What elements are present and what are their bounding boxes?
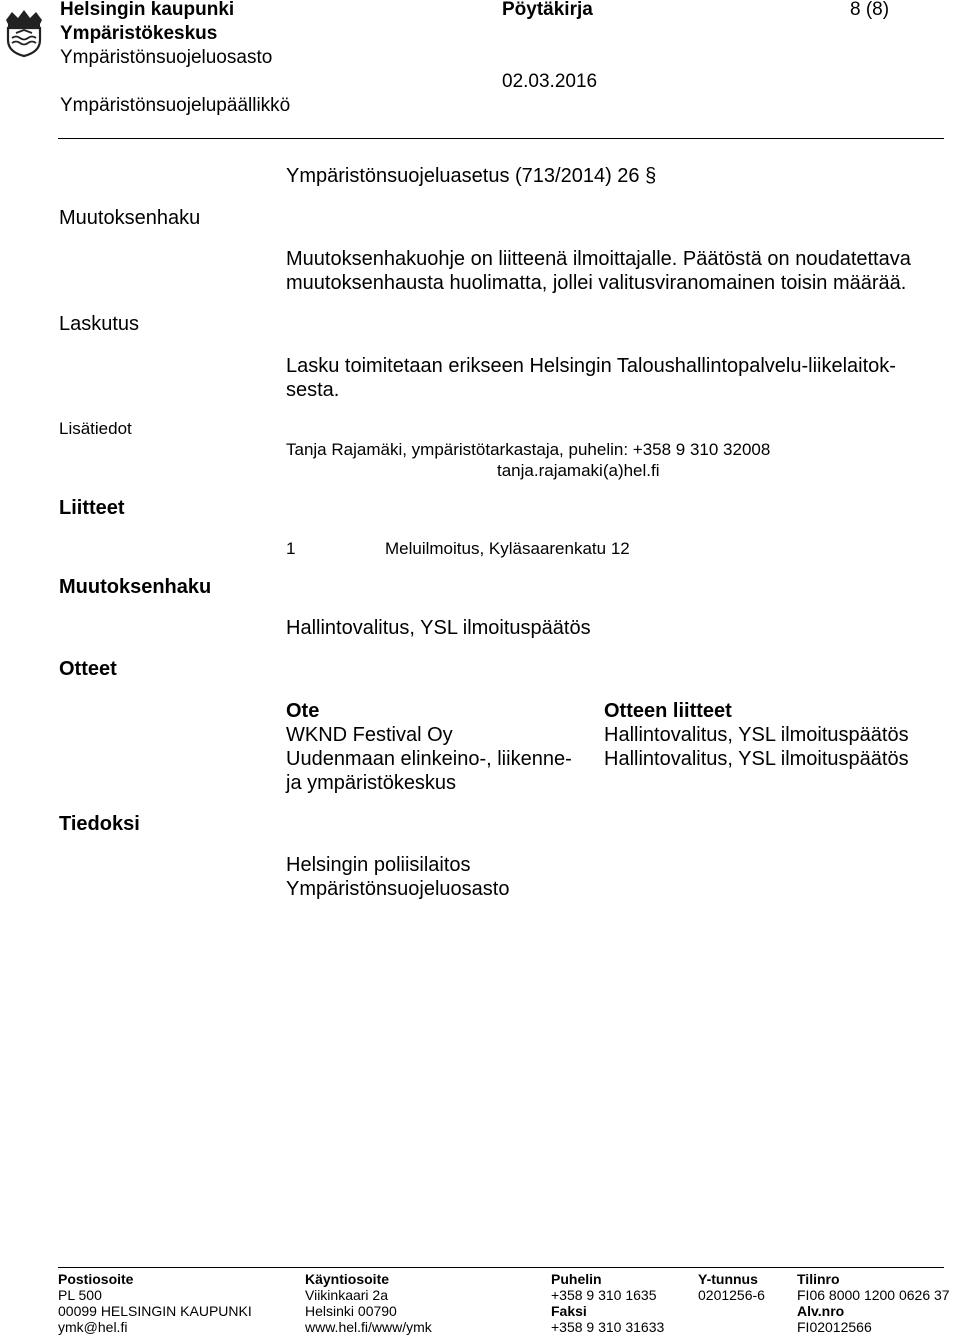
document-type: Pöytäkirja [502, 0, 593, 20]
footer-fax: +358 9 310 31633 [551, 1319, 665, 1335]
regulation-reference: Ympäristönsuojeluasetus (713/2014) 26 § [286, 165, 657, 187]
unit-name: Ympäristönsuojeluosasto [60, 47, 273, 68]
attachments-heading: Liitteet [59, 497, 125, 519]
extract-recipient: WKND Festival Oy [286, 724, 453, 746]
appeal-heading: Muutoksenhaku [59, 207, 201, 229]
footer-fax-label: Faksi [551, 1303, 587, 1319]
footer-postal-label: Postiosoite [58, 1271, 134, 1287]
org-name: Helsingin kaupunki [60, 0, 235, 20]
footer-visit-label: Käyntiosoite [305, 1271, 390, 1287]
page-number: 8 (8) [850, 0, 890, 20]
extract-recipient: ja ympäristökeskus [286, 772, 457, 794]
extract-attachment: Hallintovalitus, YSL ilmoituspäätös [604, 724, 909, 746]
footer-phone: +358 9 310 1635 [551, 1287, 657, 1303]
extract-recipient: Uudenmaan elinkeino-, liikenne- [286, 748, 572, 770]
appeal-text-line: muutoksenhausta huolimatta, jollei valitusviranomainen toisin määrää. [286, 272, 907, 294]
footer-visit-line: Helsinki 00790 [305, 1303, 397, 1319]
billing-text-line: Lasku toimitetaan erikseen Helsingin Taloushallintopalvelu-liikelaitok- [286, 355, 896, 377]
extracts-heading: Otteet [59, 658, 117, 680]
attachment-number: 1 [286, 539, 296, 558]
footer-postal-line: 00099 HELSINGIN KAUPUNKI [58, 1303, 252, 1319]
appeal-attachment-text: Hallintovalitus, YSL ilmoituspäätös [286, 617, 591, 639]
billing-heading: Laskutus [59, 313, 140, 335]
attachment-name: Meluilmoitus, Kyläsaarenkatu 12 [385, 539, 630, 558]
footer-phone-label: Puhelin [551, 1271, 602, 1287]
footer-account: FI06 8000 1200 0626 37 [797, 1287, 950, 1303]
extract-attachments-heading: Otteen liitteet [604, 700, 732, 722]
footer-divider [58, 1267, 944, 1268]
footer-vat: FI02012566 [797, 1319, 872, 1335]
notice-recipient: Helsingin poliisilaitos [286, 854, 471, 876]
footer-postal-line: PL 500 [58, 1287, 102, 1303]
decision-maker: Ympäristönsuojelupäällikkö [60, 95, 291, 116]
footer-business-id-label: Y-tunnus [698, 1271, 758, 1287]
contact-email[interactable]: tanja.rajamaki(a)hel.fi [497, 461, 660, 480]
footer-business-id: 0201256-6 [698, 1287, 765, 1303]
footer-account-label: Tilinro [797, 1271, 840, 1287]
info-heading: Lisätiedot [59, 419, 132, 438]
appeal-text-line: Muutoksenhakuohje on liitteenä ilmoittajalle. Päätöstä on noudatettava [286, 248, 911, 270]
department-name: Ympäristökeskus [60, 23, 218, 44]
extract-attachment: Hallintovalitus, YSL ilmoituspäätös [604, 748, 909, 770]
footer-email[interactable]: ymk@hel.fi [58, 1319, 128, 1335]
notices-heading: Tiedoksi [59, 813, 140, 835]
footer-website[interactable]: www.hel.fi/www/ymk [305, 1319, 432, 1335]
appeal-attachment-heading: Muutoksenhaku [59, 576, 212, 598]
footer-vat-label: Alv.nro [797, 1303, 845, 1319]
document-date: 02.03.2016 [502, 71, 598, 92]
extract-col-heading: Ote [286, 700, 320, 722]
notice-recipient: Ympäristönsuojeluosasto [286, 878, 510, 900]
footer-visit-line: Viikinkaari 2a [305, 1287, 389, 1303]
billing-text-line: sesta. [286, 379, 340, 401]
helsinki-crest-icon [2, 6, 46, 58]
header-divider [58, 138, 944, 139]
contact-person: Tanja Rajamäki, ympäristötarkastaja, puhelin: +358 9 310 32008 [286, 440, 771, 459]
